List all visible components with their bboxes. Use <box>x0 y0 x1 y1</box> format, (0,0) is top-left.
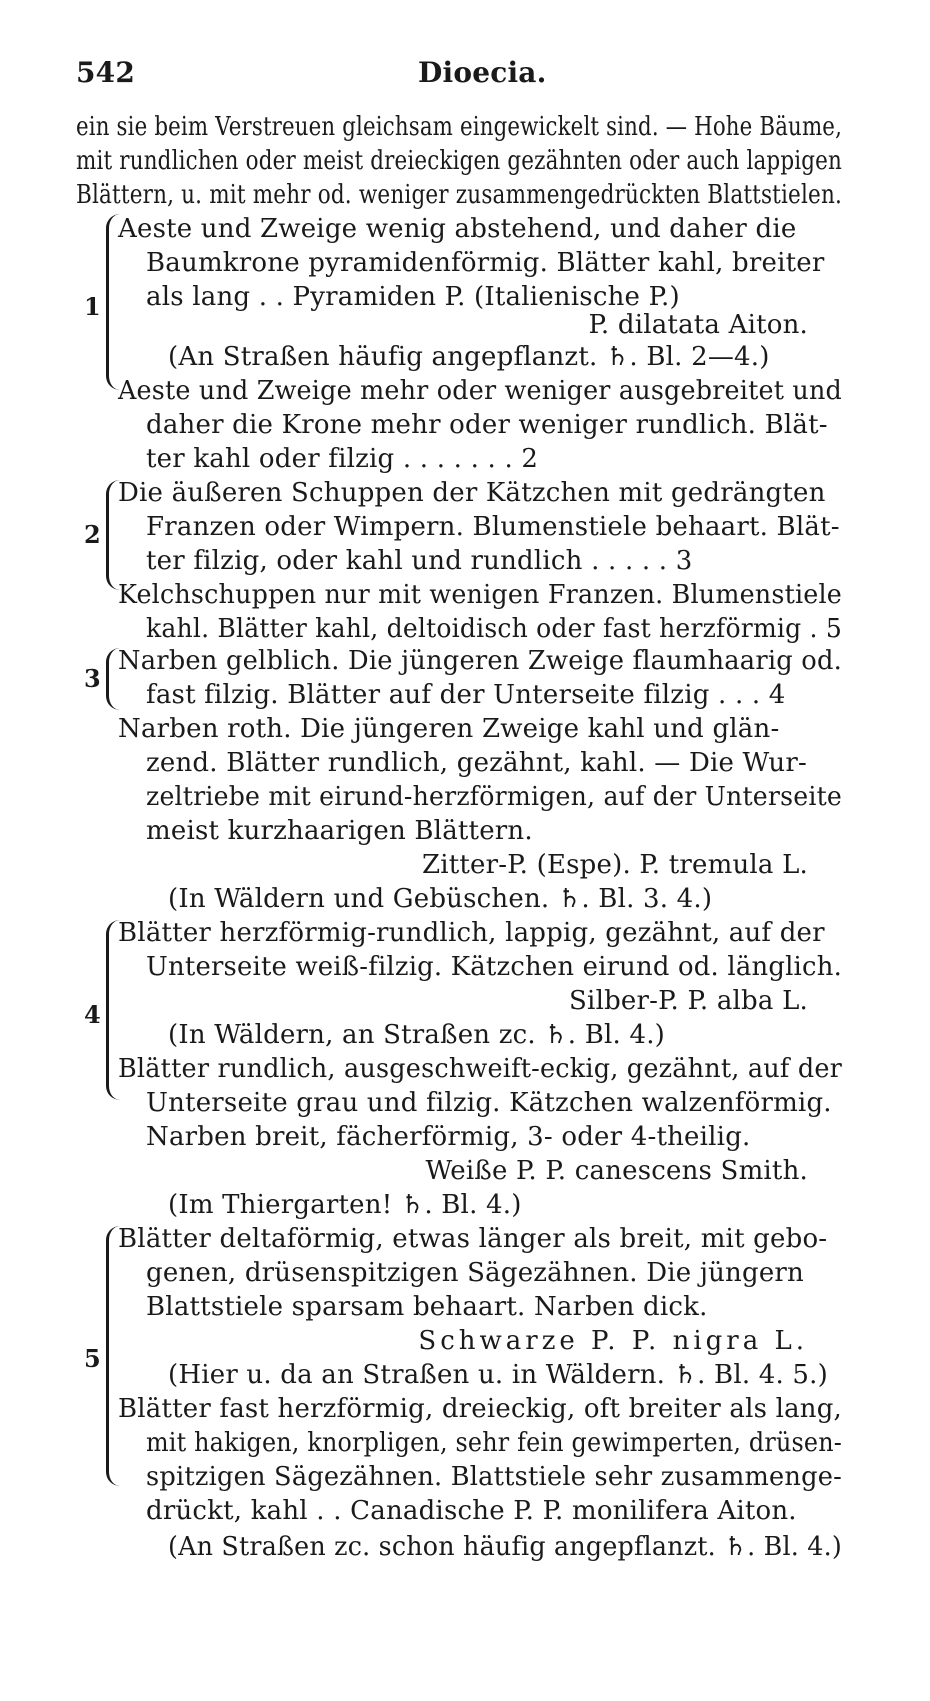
running-head: Dioecia. <box>418 56 547 89</box>
text-line: Narben gelblich. Die jüngeren Zweige flaumhaarig od. <box>118 646 842 676</box>
species-name: Zitter-P. (Espe). P. tremula L. <box>421 850 808 880</box>
text-line: Narben breit, fächerförmig, 3- oder 4-theilig. <box>146 1122 751 1152</box>
text-line: Aeste und Zweige wenig abstehend, und daher die <box>118 214 797 244</box>
page-number: 542 <box>76 56 136 89</box>
text-line: Blätter herzförmig-rundlich, lappig, gezähnt, auf der <box>118 918 825 948</box>
text-line: meist kurzhaarigen Blättern. <box>146 816 533 846</box>
key-brace <box>106 1226 123 1486</box>
text-line: mit hakigen, knorpligen, sehr fein gewimperten, drüsen- <box>146 1428 842 1458</box>
text-line: ter filzig, oder kahl und rundlich . . . . . 3 <box>146 546 693 576</box>
species-name: Schwarze P. P. nigra L. <box>418 1326 808 1356</box>
text-line: Blätter rundlich, ausgeschweift-eckig, gezähnt, auf der <box>118 1054 842 1084</box>
text-line: Narben roth. Die jüngeren Zweige kahl und glän- <box>118 714 780 744</box>
text-line: als lang . . Pyramiden P. (Italienische P.) <box>146 282 680 312</box>
text-line: drückt, kahl . . Canadische P. P. monilifera Aiton. <box>146 1496 797 1526</box>
text-line: genen, drüsenspitzigen Sägezähnen. Die jüngern <box>146 1258 804 1288</box>
text-line: zeltriebe mit eirund-herzförmigen, auf der Unterseite <box>146 782 842 812</box>
key-number: 2 <box>84 520 101 549</box>
habitat-note: (In Wäldern und Gebüschen. ♄. Bl. 3. 4.) <box>168 884 713 914</box>
text-line: fast filzig. Blätter auf der Unterseite filzig . . . 4 <box>146 680 786 710</box>
key-number: 4 <box>84 1000 101 1029</box>
text-line: zend. Blätter rundlich, gezähnt, kahl. — Die Wur- <box>146 748 807 778</box>
key-number: 1 <box>84 292 101 321</box>
habitat-note: (Im Thiergarten! ♄. Bl. 4.) <box>168 1190 522 1220</box>
text-line: Blattstiele sparsam behaart. Narben dick. <box>146 1292 708 1322</box>
text-line: Baumkrone pyramidenförmig. Blätter kahl, breiter <box>146 248 825 278</box>
text-line: kahl. Blätter kahl, deltoidisch oder fast herzförmig . 5 <box>146 614 842 644</box>
text-line: Aeste und Zweige mehr oder weniger ausgebreitet und <box>118 376 842 406</box>
key-number: 3 <box>84 664 101 693</box>
habitat-note: (In Wäldern, an Straßen zc. ♄. Bl. 4.) <box>168 1020 666 1050</box>
text-line: mit rundlichen oder meist dreieckigen gezähnten oder auch lappigen <box>76 146 842 176</box>
habitat-note: (An Straßen zc. schon häufig angepflanzt. ♄. Bl. 4.) <box>168 1532 842 1562</box>
text-line: daher die Krone mehr oder weniger rundlich. Blät- <box>146 410 828 440</box>
species-name: P. dilatata Aiton. <box>588 310 808 340</box>
key-number: 5 <box>84 1344 101 1373</box>
habitat-note: (Hier u. da an Straßen u. in Wäldern. ♄. Bl. 4. 5.) <box>168 1360 828 1390</box>
text-line: Kelchschuppen nur mit wenigen Franzen. Blumenstiele <box>118 580 842 610</box>
habitat-note: (An Straßen häufig angepflanzt. ♄. Bl. 2—4.) <box>168 342 770 372</box>
text-line: Die äußeren Schuppen der Kätzchen mit gedrängten <box>118 478 826 508</box>
text-line: Blättern, u. mit mehr od. weniger zusammengedrückten Blattstielen. <box>76 180 842 210</box>
text-line: Unterseite grau und filzig. Kätzchen walzenförmig. <box>146 1088 832 1118</box>
text-line: Blätter deltaförmig, etwas länger als breit, mit gebo- <box>118 1224 828 1254</box>
text-line: ein sie beim Verstreuen gleichsam eingewickelt sind. — Hohe Bäume, <box>76 112 842 142</box>
species-name: Weiße P. P. canescens Smith. <box>425 1156 808 1186</box>
text-line: Franzen oder Wimpern. Blumenstiele behaart. Blät- <box>146 512 840 542</box>
text-line: Unterseite weiß-filzig. Kätzchen eirund od. länglich. <box>146 952 842 982</box>
species-name: Silber-P. P. alba L. <box>569 986 808 1016</box>
text-line: Blätter fast herzförmig, dreieckig, oft breiter als lang, <box>118 1394 842 1424</box>
text-line: spitzigen Sägezähnen. Blattstiele sehr zusammenge- <box>146 1462 842 1492</box>
text-line: ter kahl oder filzig . . . . . . . 2 <box>146 444 539 474</box>
